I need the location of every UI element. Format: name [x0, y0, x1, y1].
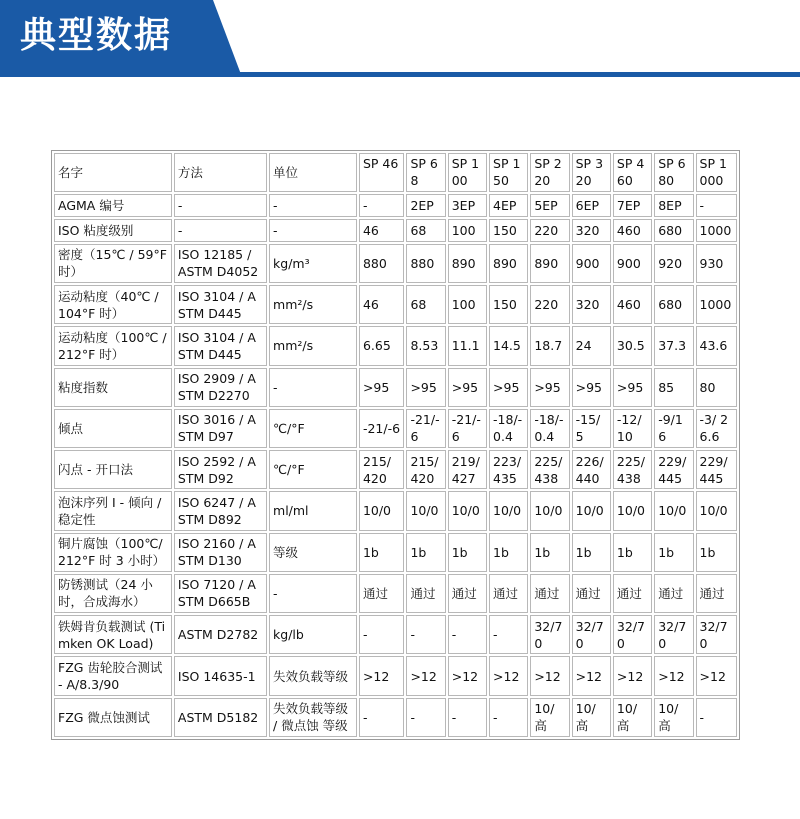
table-row [54, 491, 737, 530]
column-header-name: 名字 [54, 153, 172, 192]
cell-sp100: - [448, 615, 487, 654]
cell-sp1000: 10/0 [696, 491, 737, 530]
cell-sp220: -18/-0.4 [530, 409, 569, 448]
cell-unit: ℃/°F [269, 409, 357, 448]
cell-sp460: -12/10 [613, 409, 652, 448]
cell-sp68: 8.53 [406, 326, 445, 365]
cell-sp100: 100 [448, 285, 487, 324]
cell-method: - [174, 194, 267, 217]
cell-sp1000: -3/ 26.6 [696, 409, 737, 448]
cell-sp460: >12 [613, 656, 652, 695]
cell-sp220: 220 [530, 219, 569, 242]
cell-sp220: 通过 [530, 574, 569, 613]
column-header-sp68: SP 68 [406, 153, 445, 192]
cell-method: ISO 2160 / ASTM D130 [174, 533, 267, 572]
cell-sp100: 3EP [448, 194, 487, 217]
cell-name: 运动粘度（100℃ / 212°F 时） [54, 326, 172, 365]
cell-name: 泡沫序列 I - 倾向 / 稳定性 [54, 491, 172, 530]
cell-name: FZG 微点蚀测试 [54, 698, 172, 737]
cell-sp1000: 1b [696, 533, 737, 572]
cell-sp150: >95 [489, 368, 528, 407]
cell-sp150: - [489, 615, 528, 654]
header-rule [0, 72, 800, 77]
cell-name: AGMA 编号 [54, 194, 172, 217]
cell-sp46: 6.65 [359, 326, 405, 365]
cell-sp150: 14.5 [489, 326, 528, 365]
table-row [54, 533, 737, 572]
cell-sp220: 225/ 438 [530, 450, 569, 489]
cell-sp220: 10/0 [530, 491, 569, 530]
column-header-sp220: SP 220 [530, 153, 569, 192]
cell-unit: - [269, 574, 357, 613]
cell-sp320: >95 [572, 368, 611, 407]
cell-method: ISO 3104 / ASTM D445 [174, 285, 267, 324]
cell-sp68: -21/-6 [406, 409, 445, 448]
cell-sp68: >12 [406, 656, 445, 695]
cell-sp150: - [489, 698, 528, 737]
cell-sp680: 37.3 [654, 326, 693, 365]
cell-sp460: 通过 [613, 574, 652, 613]
cell-sp1000: 43.6 [696, 326, 737, 365]
cell-sp1000: 1000 [696, 285, 737, 324]
cell-method: ASTM D2782 [174, 615, 267, 654]
cell-sp1000: 通过 [696, 574, 737, 613]
cell-sp220: 5EP [530, 194, 569, 217]
cell-name: 运动粘度（40℃ / 104°F 时） [54, 285, 172, 324]
cell-sp1000: 80 [696, 368, 737, 407]
cell-sp68: 215/ 420 [406, 450, 445, 489]
cell-method: ISO 6247 / ASTM D892 [174, 491, 267, 530]
cell-method: ISO 2592 / ASTM D92 [174, 450, 267, 489]
cell-sp46: 通过 [359, 574, 405, 613]
cell-sp68: 通过 [406, 574, 445, 613]
cell-sp150: 4EP [489, 194, 528, 217]
cell-sp46: - [359, 698, 405, 737]
cell-sp46: 1b [359, 533, 405, 572]
cell-sp220: >12 [530, 656, 569, 695]
table-row [54, 326, 737, 365]
cell-sp100: 11.1 [448, 326, 487, 365]
cell-name: FZG 齿轮胶合测试 - A/8.3/90 [54, 656, 172, 695]
cell-sp680: 10/高 [654, 698, 693, 737]
cell-sp460: 10/高 [613, 698, 652, 737]
cell-sp150: 通过 [489, 574, 528, 613]
cell-sp680: >12 [654, 656, 693, 695]
header-banner [0, 0, 800, 77]
cell-sp680: 32/70 [654, 615, 693, 654]
cell-unit: kg/m³ [269, 244, 357, 283]
cell-sp68: >95 [406, 368, 445, 407]
cell-unit: 等级 [269, 533, 357, 572]
cell-name: 铜片腐蚀（100℃/ 212°F 时 3 小时） [54, 533, 172, 572]
cell-sp220: 10/高 [530, 698, 569, 737]
column-header-sp100: SP 100 [448, 153, 487, 192]
cell-name: 铁姆肯负载测试 (Timken OK Load) [54, 615, 172, 654]
cell-sp68: 10/0 [406, 491, 445, 530]
cell-sp220: >95 [530, 368, 569, 407]
column-header-sp1000: SP 1000 [696, 153, 737, 192]
cell-sp460: 460 [613, 285, 652, 324]
cell-name: 粘度指数 [54, 368, 172, 407]
cell-sp68: 1b [406, 533, 445, 572]
column-header-sp320: SP 320 [572, 153, 611, 192]
cell-sp150: 890 [489, 244, 528, 283]
cell-sp150: 150 [489, 219, 528, 242]
cell-sp100: >95 [448, 368, 487, 407]
cell-method: ISO 12185 / ASTM D4052 [174, 244, 267, 283]
cell-sp46: - [359, 194, 405, 217]
cell-unit: 失效负载等级 / 微点蚀 等级 [269, 698, 357, 737]
cell-sp68: - [406, 615, 445, 654]
cell-sp320: 900 [572, 244, 611, 283]
cell-unit: 失效负载等级 [269, 656, 357, 695]
cell-sp320: 320 [572, 219, 611, 242]
cell-unit: - [269, 368, 357, 407]
cell-sp460: >95 [613, 368, 652, 407]
cell-sp680: 680 [654, 285, 693, 324]
cell-sp320: 通过 [572, 574, 611, 613]
cell-sp680: 680 [654, 219, 693, 242]
cell-sp100: 890 [448, 244, 487, 283]
cell-sp46: 215/ 420 [359, 450, 405, 489]
cell-sp100: >12 [448, 656, 487, 695]
cell-sp1000: 930 [696, 244, 737, 283]
column-header-sp150: SP 150 [489, 153, 528, 192]
cell-sp680: 85 [654, 368, 693, 407]
table-row [54, 368, 737, 407]
spec-table [52, 151, 739, 739]
table-row [54, 194, 737, 217]
cell-unit: kg/lb [269, 615, 357, 654]
table-row [54, 409, 737, 448]
cell-sp460: 900 [613, 244, 652, 283]
cell-sp320: 320 [572, 285, 611, 324]
cell-sp320: 24 [572, 326, 611, 365]
cell-sp680: 通过 [654, 574, 693, 613]
cell-sp46: 880 [359, 244, 405, 283]
table-row [54, 244, 737, 283]
cell-sp68: 68 [406, 285, 445, 324]
cell-sp68: - [406, 698, 445, 737]
cell-sp150: 223/ 435 [489, 450, 528, 489]
page-title: 典型数据 [20, 15, 173, 56]
cell-sp680: -9/16 [654, 409, 693, 448]
cell-name: 密度（15℃ / 59°F 时） [54, 244, 172, 283]
cell-name: 闪点 - 开口法 [54, 450, 172, 489]
spec-table-frame [51, 150, 740, 740]
cell-sp150: 10/0 [489, 491, 528, 530]
cell-unit: mm²/s [269, 326, 357, 365]
cell-sp320: 226/ 440 [572, 450, 611, 489]
table-row [54, 656, 737, 695]
cell-sp460: 30.5 [613, 326, 652, 365]
cell-unit: ml/ml [269, 491, 357, 530]
cell-method: ISO 14635-1 [174, 656, 267, 695]
table-row [54, 615, 737, 654]
cell-sp46: - [359, 615, 405, 654]
cell-sp100: 100 [448, 219, 487, 242]
cell-sp46: >95 [359, 368, 405, 407]
cell-sp320: >12 [572, 656, 611, 695]
cell-sp1000: - [696, 194, 737, 217]
cell-sp1000: >12 [696, 656, 737, 695]
cell-sp320: 32/70 [572, 615, 611, 654]
cell-sp1000: 32/70 [696, 615, 737, 654]
cell-method: ISO 3104 / ASTM D445 [174, 326, 267, 365]
cell-sp220: 18.7 [530, 326, 569, 365]
cell-sp150: 1b [489, 533, 528, 572]
cell-unit: mm²/s [269, 285, 357, 324]
table-row [54, 450, 737, 489]
table-row [54, 285, 737, 324]
cell-sp220: 890 [530, 244, 569, 283]
cell-sp46: -21/-6 [359, 409, 405, 448]
cell-sp46: 10/0 [359, 491, 405, 530]
cell-sp320: 10/0 [572, 491, 611, 530]
column-header-method: 方法 [174, 153, 267, 192]
cell-sp680: 8EP [654, 194, 693, 217]
cell-sp100: 219/ 427 [448, 450, 487, 489]
cell-sp68: 68 [406, 219, 445, 242]
cell-unit: - [269, 194, 357, 217]
cell-method: - [174, 219, 267, 242]
cell-sp680: 920 [654, 244, 693, 283]
cell-sp1000: 229/ 445 [696, 450, 737, 489]
cell-name: ISO 粘度级别 [54, 219, 172, 242]
cell-sp460: 10/0 [613, 491, 652, 530]
column-header-sp680: SP 680 [654, 153, 693, 192]
table-row [54, 698, 737, 737]
cell-unit: - [269, 219, 357, 242]
column-header-unit: 单位 [269, 153, 357, 192]
cell-sp1000: - [696, 698, 737, 737]
cell-name: 防锈测试（24 小时，合成海水） [54, 574, 172, 613]
cell-sp460: 7EP [613, 194, 652, 217]
cell-sp150: -18/-0.4 [489, 409, 528, 448]
cell-sp320: 6EP [572, 194, 611, 217]
cell-name: 倾点 [54, 409, 172, 448]
cell-sp680: 1b [654, 533, 693, 572]
cell-sp68: 880 [406, 244, 445, 283]
cell-sp460: 1b [613, 533, 652, 572]
cell-sp220: 1b [530, 533, 569, 572]
cell-sp220: 220 [530, 285, 569, 324]
cell-sp100: 10/0 [448, 491, 487, 530]
cell-sp460: 225/ 438 [613, 450, 652, 489]
column-header-sp460: SP 460 [613, 153, 652, 192]
cell-sp46: >12 [359, 656, 405, 695]
cell-sp220: 32/70 [530, 615, 569, 654]
column-header-sp46: SP 46 [359, 153, 405, 192]
cell-sp320: -15/5 [572, 409, 611, 448]
cell-sp46: 46 [359, 219, 405, 242]
cell-sp460: 460 [613, 219, 652, 242]
table-row [54, 574, 737, 613]
table-row [54, 219, 737, 242]
cell-method: ISO 3016 / ASTM D97 [174, 409, 267, 448]
cell-sp320: 10/高 [572, 698, 611, 737]
cell-sp100: - [448, 698, 487, 737]
cell-sp68: 2EP [406, 194, 445, 217]
cell-method: ISO 7120 / ASTM D665B [174, 574, 267, 613]
cell-sp150: 150 [489, 285, 528, 324]
cell-sp150: >12 [489, 656, 528, 695]
cell-sp100: 1b [448, 533, 487, 572]
table-header-row [54, 153, 737, 192]
cell-method: ASTM D5182 [174, 698, 267, 737]
cell-sp100: -21/-6 [448, 409, 487, 448]
cell-unit: ℃/°F [269, 450, 357, 489]
cell-sp460: 32/70 [613, 615, 652, 654]
cell-sp680: 10/0 [654, 491, 693, 530]
cell-sp680: 229/ 445 [654, 450, 693, 489]
cell-method: ISO 2909 / ASTM D2270 [174, 368, 267, 407]
cell-sp320: 1b [572, 533, 611, 572]
cell-sp46: 46 [359, 285, 405, 324]
cell-sp1000: 1000 [696, 219, 737, 242]
cell-sp100: 通过 [448, 574, 487, 613]
